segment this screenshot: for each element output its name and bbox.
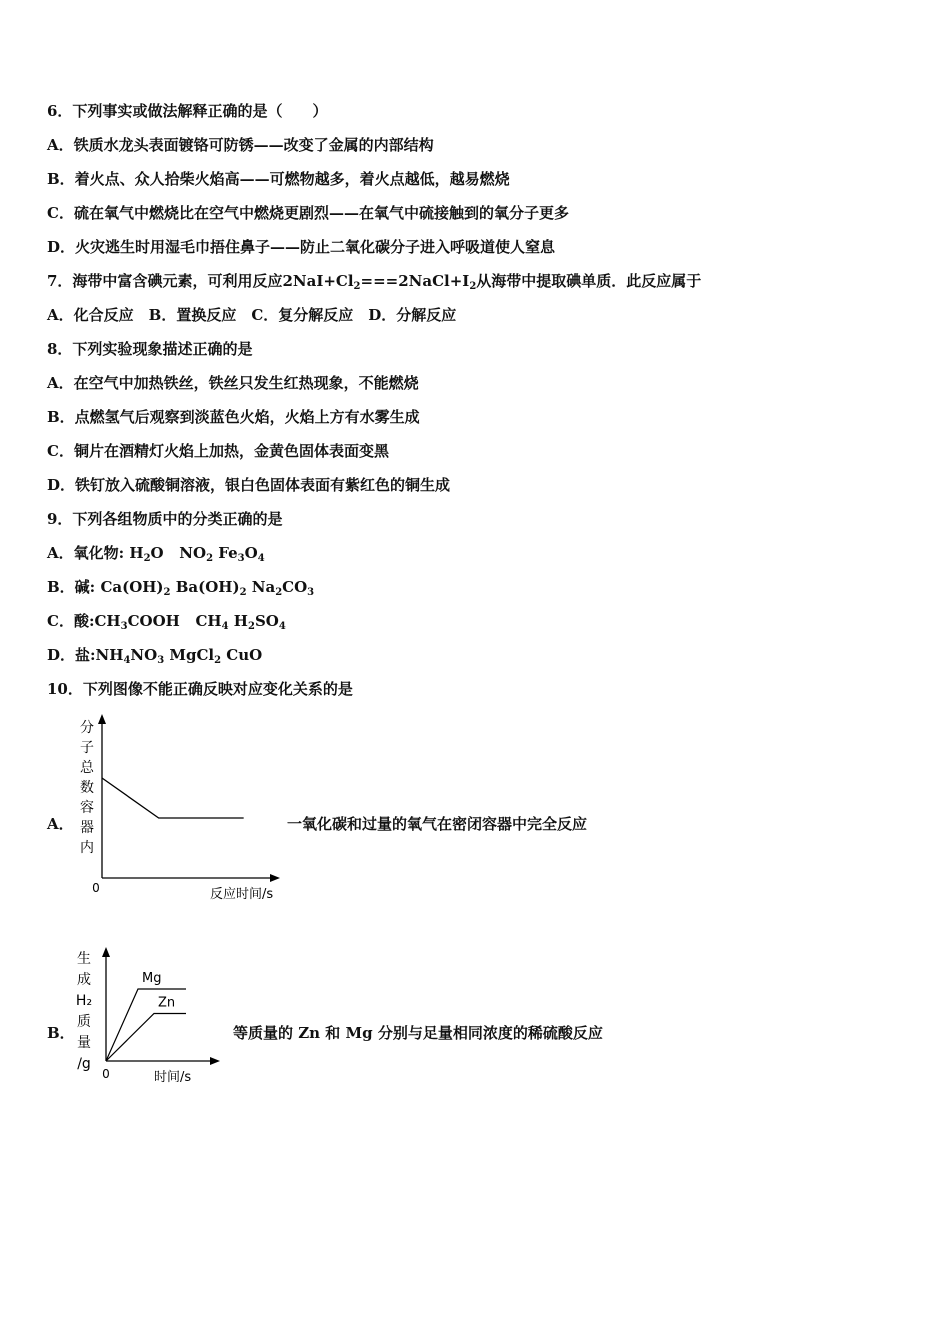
q7-eq-sub2: 2 <box>469 281 477 292</box>
y-axis-label-char: 器 <box>80 820 94 836</box>
q8-stem: 8．下列实验现象描述正确的是 <box>47 340 253 358</box>
q7-equation-part1: 2NaI+Cl <box>282 272 354 290</box>
q9-d-prefix: D．盐:NH <box>47 646 124 664</box>
q8-option-b: B．点燃氢气后观察到淡蓝色火焰，火焰上方有水雾生成 <box>47 408 420 426</box>
x-axis-arrow <box>210 1057 220 1065</box>
q7-stem-pre: 7．海带中富含碘元素，可利用反应 <box>47 272 283 290</box>
q7-equation-part2: ===2NaCl+I <box>360 272 470 290</box>
q9-b-prefix: B．碱: Ca(OH) <box>47 578 164 596</box>
q8-option-d: D．铁钉放入硫酸铜溶液，银白色固体表面有紫红色的铜生成 <box>47 476 451 494</box>
q9-stem: 9．下列各组物质中的分类正确的是 <box>47 510 283 528</box>
q8-option-a: A．在空气中加热铁丝，铁丝只发生红热现象，不能燃烧 <box>47 374 419 392</box>
x-axis-label: 时间/s <box>154 1070 192 1085</box>
y-axis-label-char: 数 <box>80 780 94 796</box>
series-line-zn <box>106 1013 186 1061</box>
series-label-zn: Zn <box>158 995 176 1011</box>
q9-option-b: B．碱: $Ca(OH)_2$ $Ba(OH)_2$ $Na_2CO_3$ <box>47 578 315 598</box>
q10-option-b-desc: 等质量的 Zn 和 Mg 分别与足量相同浓度的稀硫酸反应 <box>233 1024 603 1042</box>
y-axis-arrow <box>98 714 106 724</box>
origin-label: 0 <box>92 881 100 895</box>
q7-stem <box>47 271 701 291</box>
q8-option-c: C．铜片在酒精灯火焰上加热，金黄色固体表面变黑 <box>47 442 389 460</box>
q10-option-a-desc: 一氧化碳和过量的氧气在密闭容器中完全反应 <box>287 815 588 833</box>
chart-a-svg <box>74 712 294 902</box>
q6-option-b: B．着火点、众人拾柴火焰高——可燃物越多，着火点越低，越易燃烧 <box>47 170 510 188</box>
y-axis-label-char: /g <box>77 1056 91 1072</box>
origin-label: 0 <box>102 1067 110 1081</box>
y-axis-label-char: 容 <box>80 800 94 816</box>
q6-option-d: D．火灾逃生时用湿毛巾捂住鼻子——防止二氧化碳分子进入呼吸道使人窒息 <box>47 238 556 256</box>
q9-c-prefix: C．酸:CH <box>47 612 121 630</box>
q6-stem: 6．下列事实或做法解释正确的是（ ） <box>47 102 328 120</box>
q7-eq-sub1: 2 <box>353 281 361 292</box>
y-axis-label-char: 质 <box>77 1014 91 1030</box>
x-axis-label: 反应时间/s <box>210 887 274 902</box>
q6-option-a: A．铁质水龙头表面镀铬可防锈——改变了金属的内部结构 <box>47 136 434 154</box>
q6-option-c: C．硫在氧气中燃烧比在空气中燃烧更剧烈——在氧气中硫接触到的氧分子更多 <box>47 204 569 222</box>
q10-option-a-label: A． <box>47 815 74 833</box>
y-axis-label-char: 分 <box>80 720 94 736</box>
y-axis-label-char: 总 <box>80 760 94 776</box>
y-axis-label-char: 生 <box>77 951 91 967</box>
q7-stem-post: 从海带中提取碘单质．此反应属于 <box>476 272 702 290</box>
y-axis-label-char: 内 <box>80 840 94 856</box>
q10-stem: 10．下列图像不能正确反映对应变化关系的是 <box>47 680 353 698</box>
y-axis-label-char: H₂ <box>75 993 93 1009</box>
y-axis-arrow <box>102 947 110 957</box>
q9-a-prefix: A．氧化物: H <box>47 544 144 562</box>
q9-option-d: D．盐$:NH_4NO_3$ MgCl$_2$ CuO <box>47 646 263 666</box>
series-label-mg: Mg <box>142 971 162 986</box>
y-axis-label-char: 量 <box>77 1035 91 1051</box>
x-axis-arrow <box>270 874 280 882</box>
y-axis-label-char: 成 <box>77 972 91 988</box>
q9-option-c: C．酸$:CH_3COOH$ $CH_4$ $H_2SO_4$ <box>47 612 286 632</box>
q9-option-a: A．氧化物: $H_2O$ $NO_2$ $Fe_3O_4$ <box>47 544 265 564</box>
q7-options: A．化合反应 B．置换反应 C．复分解反应 D．分解反应 <box>47 306 457 324</box>
y-axis-label-char: 子 <box>80 740 94 756</box>
q10-chart-a <box>74 712 294 902</box>
q10-option-b-label: B． <box>47 1024 75 1042</box>
q10-chart-b <box>72 945 227 1095</box>
series-line-molecules <box>102 778 244 818</box>
chart-b-svg <box>72 945 227 1095</box>
